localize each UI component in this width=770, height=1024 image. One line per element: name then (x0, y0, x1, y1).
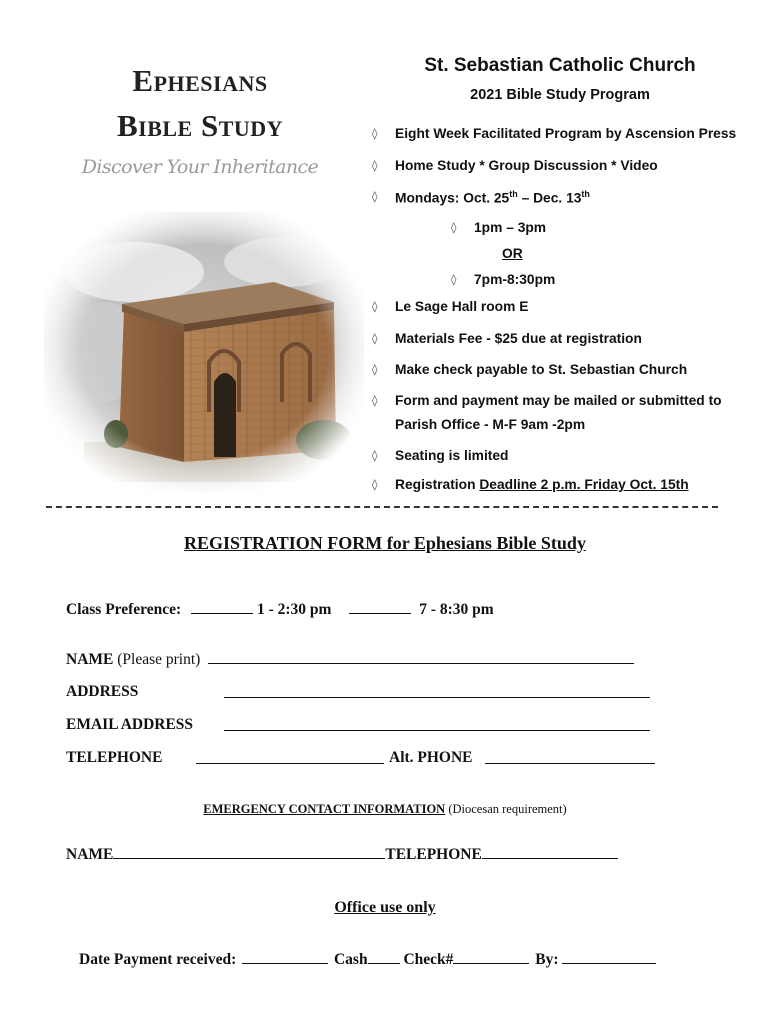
name-field[interactable] (208, 651, 634, 664)
diamond-bullet-icon: ◊ (372, 449, 378, 462)
name-row (66, 651, 634, 669)
address-field[interactable] (224, 685, 650, 698)
stone-house-photo (44, 212, 364, 492)
alt-phone-label: Alt. PHONE (389, 749, 473, 766)
deadline-prefix: Registration (395, 477, 480, 492)
emergency-telephone-field[interactable] (482, 846, 618, 859)
diamond-bullet-icon: ◊ (372, 127, 378, 140)
class-preference-row (66, 601, 494, 619)
name-label: NAME (66, 651, 114, 668)
check-label: Check# (403, 951, 454, 968)
diamond-bullet-icon: ◊ (372, 478, 378, 491)
mondays-sup2: th (581, 189, 590, 199)
option1-label: 1 - 2:30 pm (256, 601, 332, 618)
check-number-field[interactable] (453, 951, 529, 964)
form-title: REGISTRATION FORM for Ephesians Bible Study (184, 533, 586, 553)
bullet-mail-line1: Form and payment may be mailed or submitted to (395, 393, 722, 408)
bullet-mail-line2: Parish Office - M-F 9am -2pm (395, 417, 586, 432)
email-field[interactable] (224, 718, 650, 731)
payment-row (79, 951, 656, 969)
emergency-title: EMERGENCY CONTACT INFORMATION (203, 802, 446, 816)
emergency-name-field[interactable] (113, 846, 385, 859)
bullet-location: Le Sage Hall room E (395, 299, 529, 314)
deadline-text: Deadline 2 p.m. Friday Oct. 15th (479, 477, 689, 492)
church-name: St. Sebastian Catholic Church (424, 55, 696, 76)
telephone-label: TELEPHONE (66, 749, 163, 766)
name-hint: (Please print) (117, 651, 201, 668)
office-use-heading: Office use only (334, 899, 436, 916)
diamond-bullet-icon: ◊ (372, 190, 378, 203)
address-label: ADDRESS (66, 683, 139, 700)
diamond-bullet-icon: ◊ (451, 273, 457, 286)
tagline: Discover Your Inheritance (81, 156, 319, 178)
option2-blank[interactable] (349, 601, 411, 614)
by-label: By: (535, 951, 559, 968)
bullet-mondays (395, 189, 590, 206)
emergency-row (66, 846, 618, 864)
diamond-bullet-icon: ◊ (372, 332, 378, 345)
email-label: EMAIL ADDRESS (66, 716, 194, 733)
mondays-end: – Dec. 13 (517, 190, 582, 206)
mondays-sup1: th (509, 189, 518, 199)
or-label: OR (502, 246, 523, 261)
cash-field[interactable] (368, 951, 400, 964)
cash-label: Cash (333, 951, 368, 968)
emergency-heading (0, 802, 770, 817)
diamond-bullet-icon: ◊ (372, 300, 378, 313)
bullet-payable: Make check payable to St. Sebastian Church (395, 362, 688, 377)
mondays-start: Mondays: Oct. 25 (395, 190, 510, 206)
emergency-name-label: NAME (66, 846, 114, 863)
date-payment-label: Date Payment received: (79, 951, 237, 968)
date-payment-field[interactable] (242, 951, 328, 964)
title-line-1: Ephesians (132, 63, 268, 98)
diamond-bullet-icon: ◊ (451, 221, 457, 234)
bullet-seating: Seating is limited (395, 448, 509, 463)
diamond-bullet-icon: ◊ (372, 159, 378, 172)
emergency-telephone-label: TELEPHONE (385, 846, 482, 863)
bullet-deadline (395, 477, 689, 492)
telephone-field[interactable] (196, 751, 384, 764)
option1-blank[interactable] (191, 601, 253, 614)
time-evening: 7pm-8:30pm (474, 272, 556, 287)
bullet-facilitated: Eight Week Facilitated Program by Ascension Press (395, 126, 737, 141)
bullet-fee: Materials Fee - $25 due at registration (395, 331, 642, 346)
title-line-2: Bible Study (116, 108, 284, 143)
diamond-bullet-icon: ◊ (372, 363, 378, 376)
diamond-bullet-icon: ◊ (372, 394, 378, 407)
alt-phone-field[interactable] (485, 751, 655, 764)
by-field[interactable] (562, 951, 656, 964)
program-title: 2021 Bible Study Program (470, 87, 650, 103)
option2-label: 7 - 8:30 pm (419, 601, 494, 618)
time-afternoon: 1pm – 3pm (474, 220, 547, 235)
emergency-note: (Diocesan requirement) (448, 802, 567, 816)
cut-line (46, 506, 718, 508)
class-preference-label: Class Preference: (66, 601, 182, 618)
bullet-home-study: Home Study * Group Discussion * Video (395, 158, 658, 173)
